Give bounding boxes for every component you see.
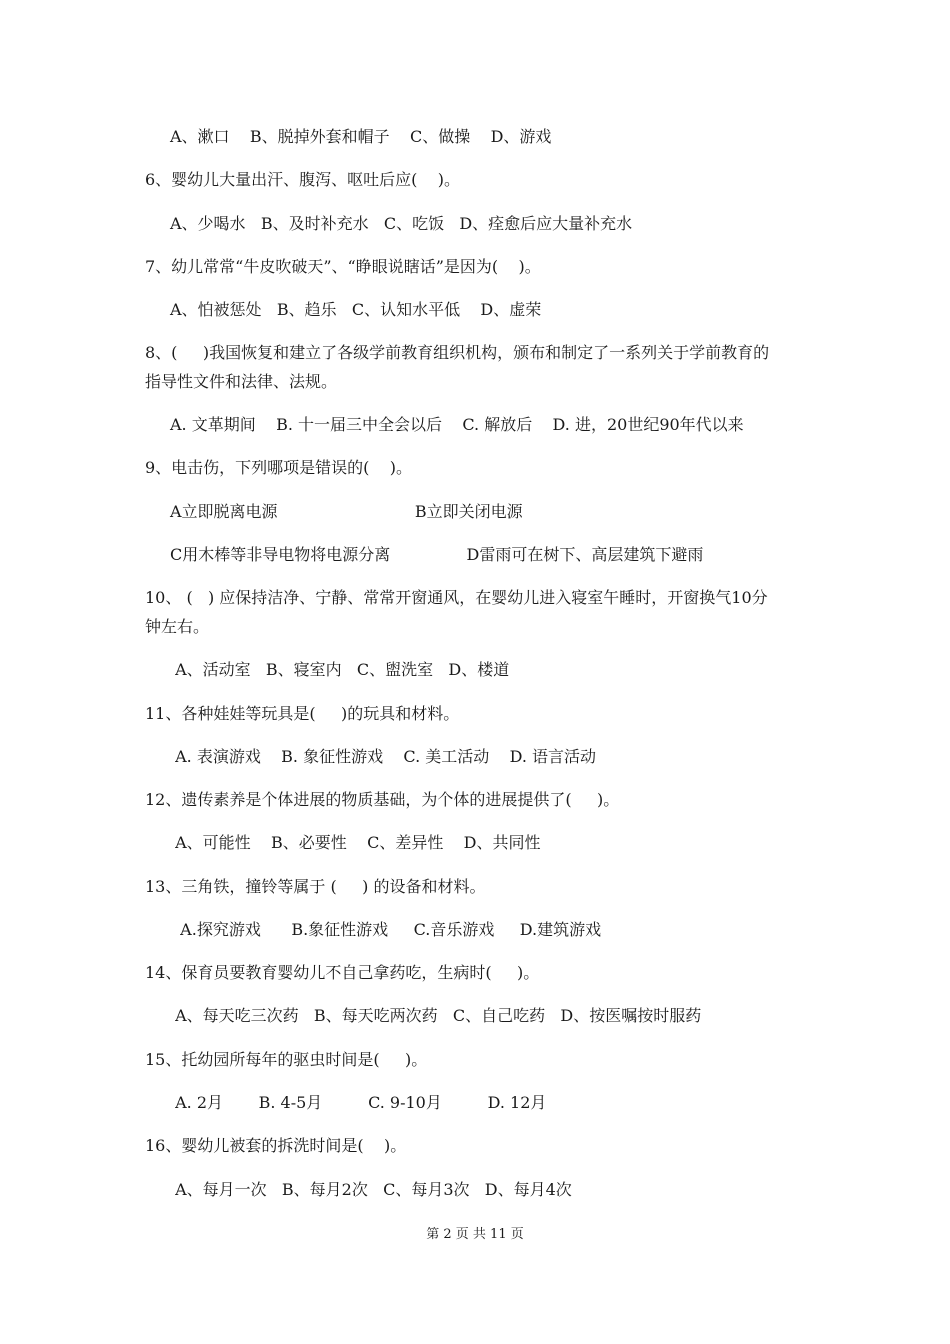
question-10: 10、 ( ) 应保持洁净、宁静、常常开窗通风，在婴幼儿进入寝室午睡时，开窗换气10分	[145, 588, 768, 607]
question-14: 14、保育员要教育婴幼儿不自己拿药吃，生病时( )。	[145, 963, 540, 982]
question-8: 8、( )我国恢复和建立了各级学前教育组织机构，颁布和制定了一系列关于学前教育的	[145, 343, 770, 362]
question-13: 13、三角铁，撞铃等属于 ( ) 的设备和材料。	[145, 877, 486, 896]
question-10-continuation: 钟左右。	[145, 617, 210, 636]
option-line: A、可能性 B、必要性 C、差异性 D、共同性	[170, 833, 541, 852]
question-16: 16、婴幼儿被套的拆洗时间是( )。	[145, 1136, 407, 1155]
option-line: A、活动室 B、寝室内 C、盥洗室 D、楼道	[170, 660, 510, 679]
question-7: 7、幼儿常常“牛皮吹破天”、“睁眼说瞎话”是因为( )。	[145, 257, 541, 276]
option-line: A、怕被惩处 B、趋乐 C、认知水平低 D、虚荣	[170, 300, 542, 319]
option-line: A立即脱离电源 B立即关闭电源	[170, 502, 523, 521]
option-line: A、少喝水 B、及时补充水 C、吃饭 D、痊愈后应大量补充水	[170, 214, 633, 233]
question-6: 6、婴幼儿大量出汗、腹泻、呕吐后应( )。	[145, 170, 461, 189]
option-line: A、漱口 B、脱掉外套和帽子 C、做操 D、游戏	[170, 127, 552, 146]
question-9: 9、电击伤，下列哪项是错误的( )。	[145, 458, 413, 477]
option-line: A、每天吃三次药 B、每天吃两次药 C、自己吃药 D、按医嘱按时服药	[170, 1006, 702, 1025]
question-12: 12、遗传素养是个体进展的物质基础，为个体的进展提供了( )。	[145, 790, 620, 809]
option-line: A. 文革期间 B. 十一届三中全会以后 C. 解放后 D. 进，20世纪90年代以来	[170, 415, 744, 434]
option-line: C用木棒等非导电物将电源分离 D雷雨可在树下、高层建筑下避雨	[170, 545, 704, 564]
question-8-continuation: 指导性文件和法律、法规。	[145, 372, 338, 391]
question-15: 15、托幼园所每年的驱虫时间是( )。	[145, 1050, 428, 1069]
page-footer: 第 2 页 共 11 页	[426, 1227, 524, 1242]
option-line: A、每月一次 B、每月2次 C、每月3次 D、每月4次	[170, 1180, 572, 1199]
option-line: A. 表演游戏 B. 象征性游戏 C. 美工活动 D. 语言活动	[170, 747, 597, 766]
option-line: A. 2月 B. 4-5月 C. 9-10月 D. 12月	[170, 1093, 547, 1112]
question-11: 11、各种娃娃等玩具是( )的玩具和材料。	[145, 704, 460, 723]
option-line: A.探究游戏 B.象征性游戏 C.音乐游戏 D.建筑游戏	[170, 920, 602, 939]
